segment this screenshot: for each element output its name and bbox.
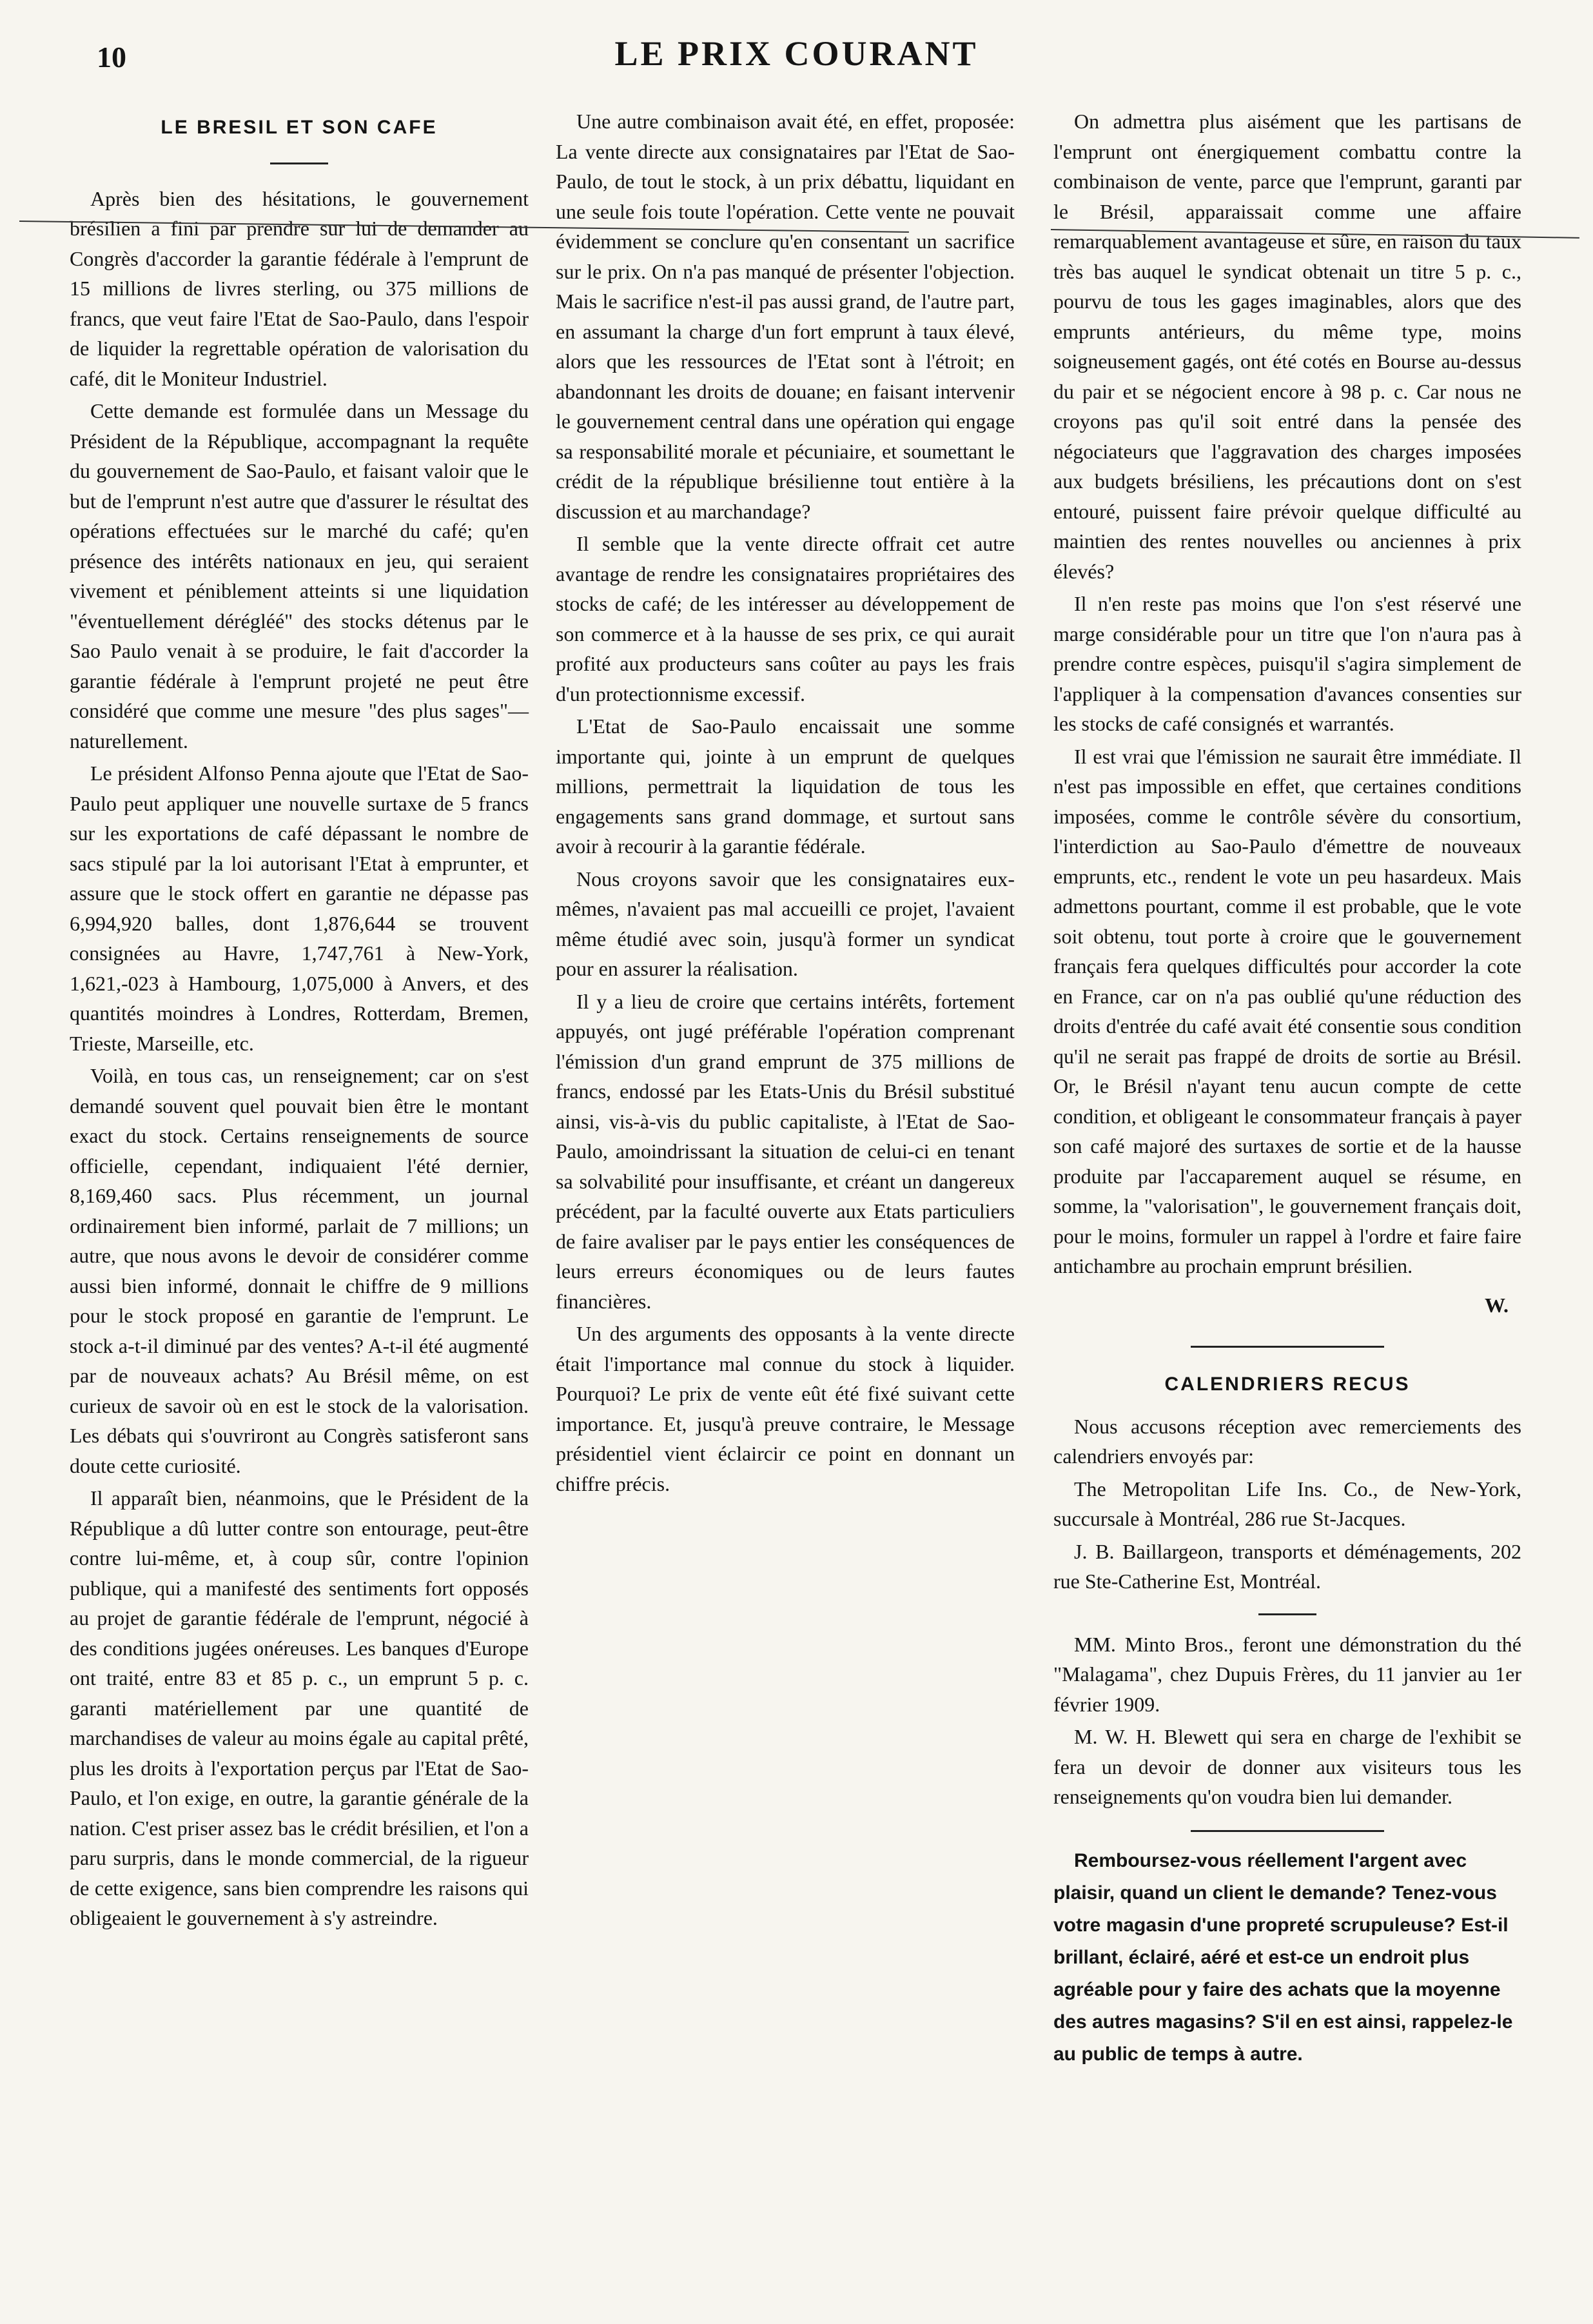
section-divider — [1191, 1346, 1384, 1348]
minto-notice — [1053, 1630, 1521, 1812]
calendars-notice — [1053, 1412, 1521, 1597]
article-paragraph: On admettra plus aisément que les partisans de l'emprunt ont énergiquement combattu contre la combinaison de vente, parce que l'emprunt, garanti par le Brésil, apparaissait comme une affaire remarquablement avantageuse et sûre, en raison du taux très bas auquel le syndicat obtenait un titre 5 p. c., pourvu de tous les gages imaginables, alors que des emprunts antérieurs, du même type, moins soigneusement gagés, ont été cotés en Bourse au-dessus du pair et se négocient encore à 98 p. c. Car nous ne croyons pas qu'il soit entré dans la pensée des négociateurs que l'aggravation des charges imposées aux budgets brésiliens, les précautions dont on s'est entouré, puissent faire prévoir quelque difficulté au maintien des rentes nouvelles ou anciennes à prix élevés? — [1053, 110, 1521, 583]
article-paragraph: Il apparaît bien, néanmoins, que le Président de la République a dû lutter contre son entourage, peut-être contre lui-même, et, à coup sûr, contre l'opinion publique, qui a manifesté des sentiments fort opposés au projet de garantie fédérale de l'emprunt, négocié à des conditions jugées onéreuses. Les banques d'Europe ont traité, entre 83 et 85 p. c., un emprunt 5 p. c. garanti matériellement par une quantité de marchandises de valeur au moins égale au capital prêté, plus les droits à l'exportation perçus par l'Etat de Sao-Paulo, et l'on exige, en outre, la garantie générale de la nation. C'est priser assez bas le crédit brésilien, et l'on a paru surpris, dans le monde commercial, de la rigueur de cette exigence, sans bien comprendre les raisons qui obligeaient le gouvernement à s'y astreindre. — [70, 1486, 529, 1929]
article-paragraph: Un des arguments des opposants à la vente directe était l'importance mal connue du stock à liquider. Pourquoi? Le prix de vente eût été fixé suivant cette importance. Et, jusqu'à preuve contraire, le Message présidentiel vient éclaircir ce point en donnant un chiffre précis. — [556, 1322, 1015, 1495]
article-paragraph: Il y a lieu de croire que certains intérêts, fortement appuyés, ont jugé préférable l'opération comprenant l'émission d'un grand emprunt de 375 millions de francs, endossé par les Etats-Unis du Brésil substitué ainsi, vis-à-vis du public capitaliste, à l'Etat de Sao-Paulo, amoindrissant la situation de celui-ci en tenant sa solvabilité pour insuffisante, et créant un dangereux précédent, par la faculté ouverte aux Etats particuliers de faire avaliser par le pays entier les conséquences de leurs erreurs économiques ou de leurs fautes financières. — [556, 989, 1015, 1313]
calendars-entry: J. B. Baillargeon, transports et déménagements, 202 rue Ste-Catherine Est, Montréal. — [1053, 1539, 1521, 1593]
article-paragraph: L'Etat de Sao-Paulo encaissait une somme importante qui, jointe à un emprunt de quelques millions, permettrait la liquidation de tous les engagements sans grand dommage, et surtout sans avoir à recourir à la garantie fédérale. — [556, 714, 1015, 858]
minto-paragraph: MM. Minto Bros., feront une démonstration du thé "Malagama", chez Dupuis Frères, du 11 janvier au 1er février 1909. — [1053, 1632, 1521, 1716]
calendars-intro: Nous accusons réception avec remerciements des calendriers envoyés par: — [1053, 1414, 1521, 1468]
running-head: LE PRIX COURANT — [614, 34, 979, 73]
calendars-title: CALENDRIERS RECUS — [1164, 1374, 1411, 1395]
title-divider — [270, 162, 328, 164]
calendars-entry: The Metropolitan Life Ins. Co., de New-York, succursale à Montréal, 286 rue St-Jacques. — [1053, 1477, 1521, 1530]
article-paragraph: Le président Alfonso Penna ajoute que l'Etat de Sao-Paulo peut appliquer une nouvelle surtaxe de 5 francs sur les exportations de café dépassant le nombre de sacs stipulé par la loi autorisant l'Etat à emprunter, et assure que le stock offert en garantie ne dépasse pas 6,994,920 balles, dont 1,876,644 se trouvent consignées au Havre, 1,747,761 à New-York, 1,621,-023 à Hambourg, 1,075,000 à Anvers, et des quantités moindres à Londres, Rotterdam, Bremen, Trieste, Marseille, etc. — [70, 762, 529, 1055]
article-paragraph: Nous croyons savoir que les consignataires eux-mêmes, n'avaient pas mal accueilli ce projet, l'avaient même étudié avec soin, jusqu'à former un syndicat pour en assurer la réalisation. — [556, 867, 1015, 980]
minto-paragraph: M. W. H. Blewett qui sera en charge de l'exhibit se fera un devoir de donner aux visiteurs tous les renseignements qu'on voudra bien lui demander. — [1053, 1725, 1521, 1808]
article-paragraph: Voilà, en tous cas, un renseignement; car on s'est demandé souvent quel pouvait bien être le montant exact du stock. Certains renseignements de source officielle, cependant, indiquaient l'été dernier, 8,169,460 sacs. Plus récemment, un journal ordinairement bien informé, parlait de 7 millions; un autre, que nous avons le devoir de considérer comme aussi bien informé, donnait le chiffre de 9 millions pour le stock proposé en garantie de l'emprunt. Le stock a-t-il diminué par des ventes? A-t-il été augmenté par de nouveaux achats? Au Brésil même, on est curieux de savoir où en est le stock de la valorisation. Les débats qui s'ouvriront au Congrès satisferont sans doute cette curiosité. — [70, 1064, 529, 1477]
section-divider — [1191, 1830, 1384, 1832]
article-paragraph: Il semble que la vente directe offrait cet autre avantage de rendre les consignataires propriétaires des stocks de café; de les intéresser au développement de son commerce et à la hausse de ses prix, ce qui aurait profité aux producteurs sans coûter au pays les frais d'un protectionnisme excessif. — [556, 532, 1015, 705]
article-title: LE BRESIL ET SON CAFE — [161, 117, 438, 138]
article-signature: W. — [1484, 1293, 1509, 1317]
column-2 — [556, 106, 1015, 1501]
store-notice-text: Remboursez-vous réellement l'argent avec plaisir, quand un client le demande? Tenez-vous votre magasin d'une propreté scrupuleuse? Est-il brillant, éclairé, aéré et est-ce un endroit plus agréable pour y faire des achats que la moyenne des autres magasins? S'il en est ainsi, rappelez-le au public de temps à autre. — [1053, 1849, 1513, 2065]
section-divider — [1258, 1613, 1316, 1615]
article-paragraph: Il n'en reste pas moins que l'on s'est réservé une marge considérable pour un titre que l'on n'aura pas à prendre contre espèces, puisqu'il s'agira simplement de l'appliquer à la compensation d'avances consenties sur les stocks de café consignés et warrantés. — [1053, 592, 1521, 735]
article-paragraph: Après bien des hésitations, le gouvernement brésilien a fini par prendre sur lui de demander au Congrès d'accorder la garantie fédérale à l'emprunt de 15 millions de livres sterling, ou 375 millions de francs, que veut faire l'Etat de Sao-Paulo, dans l'espoir de liquider la regrettable opération de valorisation du café, dit le Moniteur Industriel. — [70, 186, 529, 390]
store-notice — [1053, 1845, 1521, 2071]
article-paragraph: Une autre combinaison avait été, en effet, proposée: La vente directe aux consignataires par l'Etat de Sao-Paulo, de tout le stock, à un prix débattu, liquidant en une seule fois toute l'opération. Cette vente ne pouvait évidemment se conclure qu'en consentant un sacrifice sur le prix. On n'a pas manqué de présenter l'objection. Mais le sacrifice n'est-il pas aussi grand, de l'autre part, en assumant la charge d'un fort emprunt à taux élevé, alors que les ressources de l'Etat sont à l'étroit; en abandonnant les droits de douane; en faisant intervenir le gouvernement central dans une opération qui engage sa responsabilité morale et pécuniaire, et soumettant le crédit de la république brésilienne tout entière à la discussion et au marchandage? — [556, 110, 1015, 523]
article-paragraph: Cette demande est formulée dans un Message du Président de la République, accompagnant la requête du gouvernement de Sao-Paulo, et faisant valoir que le but de l'emprunt n'est autre que d'assurer le résultat des opérations effectuées sur le marché du café; qu'en présence des intérêts nationaux en jeu, qui seraient vivement et péniblement atteints si une liquidation "éventuellement dérégléé" des stocks détenus par le Sao Paulo venait à se produire, le fait d'accorder la garantie fédérale à l'emprunt projeté ne peut être considéré que comme une mesure "des plus sages"—naturellement. — [70, 399, 529, 753]
column-3 — [1053, 106, 1521, 2071]
page-number: 10 — [97, 41, 126, 74]
article-paragraph: Il est vrai que l'émission ne saurait être immédiate. Il n'est pas impossible en effet, que certaines conditions imposées, comme le contrôle sévère du consortium, l'interdiction au Sao-Paulo d'émettre de nouveaux emprunts, etc., rendent le vote un peu hasardeux. Mais admettons pourtant, comme il est probable, que le vote soit obtenu, tout porte à croire que le gouvernement français fera quelques difficultés pour accorder la cote en France, car on n'a pas oublié qu'une réduction des droits d'entrée du café avait été consentie sous condition qu'il ne serait pas frappé de droits de sortie au Brésil. Or, le Brésil n'ayant tenu aucun compte de cette condition, et obligeant le consommateur français à payer son café majoré des surtaxes de sortie et de la hausse produite par l'accaparement auquel se résume, en somme, la "valorisation", le gouvernement français doit, pour le moins, formuler un rappel à l'ordre et faire faire antichambre au prochain emprunt brésilien. — [1053, 744, 1521, 1277]
column-1 — [70, 106, 529, 1936]
